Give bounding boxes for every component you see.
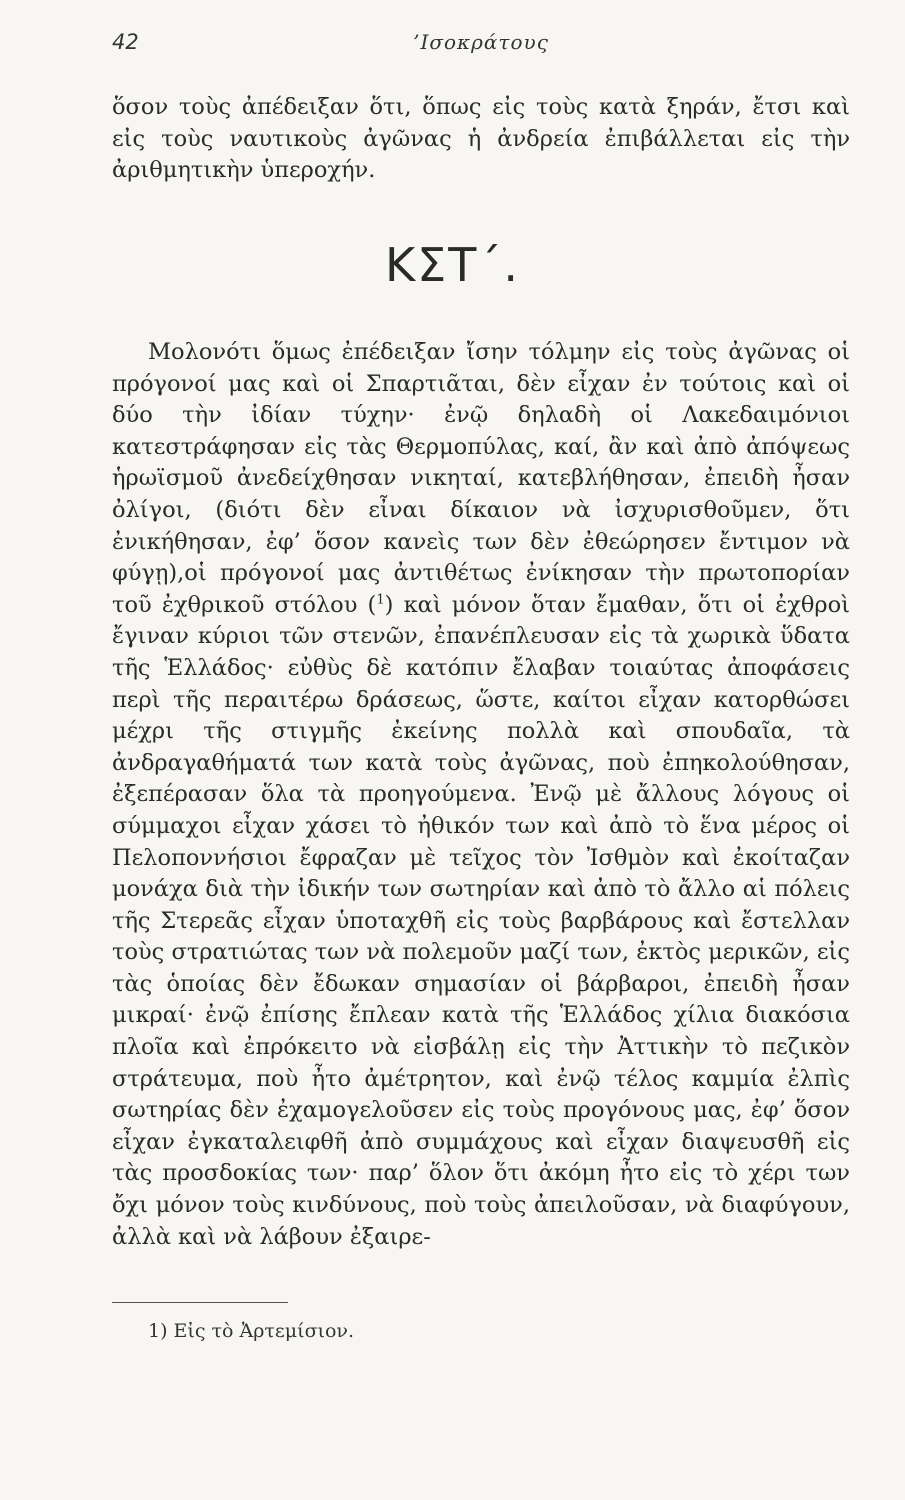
main-paragraph: Μολονότι ὅμως ἐπέδειξαν ἴσην τόλμην εἰς τοὺς ἀγῶνας οἱ πρόγονοί μας καὶ οἱ Σπαρτιᾶται, δὲν εἶχαν ἐν τούτοις καὶ οἱ δύο τὴν ἰδίαν τύχην· ἐνῷ δηλαδὴ οἱ Λακεδαιμόνιοι κατεστράφησαν εἰς τὰς Θερμοπύλας, καί, ἂν καὶ ἀπὸ ἀπόψεως ἡρωϊσμοῦ ἀνεδείχθησαν νικηταί, κατεβλήθησαν, ἐπειδὴ ἦσαν ὀλίγοι, (διότι δὲν εἶναι δίκαιον νὰ ἰσχυρισθοῦμεν, ὅτι ἐνικήθησαν, ἐφ’ ὅσον κανεὶς των δὲν ἐθεώρησεν ἔντιμον νὰ φύγῃ),οἱ πρόγονοί μας ἀντιθέτως ἐνίκησαν τὴν πρωτοπορίαν τοῦ ἐχθρικοῦ στόλου ($^1$) καὶ μόνον ὅταν ἔμαθαν, ὅτι οἱ ἐχθροὶ ἔγιναν κύριοι τῶν στενῶν, ἐπανέπλευσαν εἰς τὰ χωρικὰ ὕδατα τῆς Ἑλλάδος· εὐθὺς δὲ κατόπιν ἔλαβαν τοιαύτας ἀποφάσεις περὶ τῆς περαιτέρω δράσεως, ὥστε, καίτοι εἶχαν κατορθώσει μέχρι τῆς στιγμῆς ἐκείνης πολλὰ καὶ σπουδαῖα, τὰ ἀνδραγαθήματά των κατὰ τοὺς ἀγῶνας, ποὺ ἐπηκολούθησαν, ἐξεπέρασαν ὅλα τὰ προηγούμενα. Ἐνῷ μὲ ἄλλους λόγους οἱ σύμμαχοι εἶχαν χάσει τὸ ἠθικόν των καὶ ἀπὸ τὸ ἕνα μέρος οἱ Πελοποννήσιοι ἔφραζαν μὲ τεῖχος τὸν Ἰσθμὸν καὶ ἐκοίταζαν μονάχα διὰ τὴν ἰδικήν των σωτηρίαν καὶ ἀπὸ τὸ ἄλλο αἱ πόλεις τῆς Στερεᾶς εἶχαν ὑποταχθῆ εἰς τοὺς βαρβάρους καὶ ἔστελλαν τοὺς στρατιώτας των νὰ πολεμοῦν μαζί των, ἐκτὸς μερικῶν, εἰς τὰς ὁποίας δὲν ἔδωκαν σημασίαν οἱ βάρβαροι, ἐπειδὴ ἦσαν μικραί· ἐνῷ ἐπίσης ἔπλεαν κατὰ τῆς Ἑλλάδος χίλια διακόσια πλοῖα καὶ ἐπρόκειτο νὰ εἰσβάλῃ εἰς τὴν Ἀττικὴν τὸ πεζικὸν στράτευμα, ποὺ ἦτο ἀμέτρητον, καὶ ἐνῷ τέλος καμμία ἐλπὶς σωτηρίας δὲν ἐχαμογελοῦσεν εἰς τοὺς προγόνους μας, ἐφ’ ὅσον εἶχαν ἐγκαταλειφθῆ ἀπὸ συμμάχους καὶ εἶχαν διαψευσθῆ εἰς τὰς προσδοκίας των· παρ’ ὅλον ὅτι ἀκόμη ἦτο εἰς τὸ χέρι των ὄχι μόνον τοὺς κινδύνους, ποὺ τοὺς ἀπειλοῦσαν, νὰ διαφύγουν, ἀλλὰ καὶ νὰ λάβουν ἐξαιρε- [112, 339, 850, 1250]
main-paragraph-part2: καὶ μόνον ὅταν ἔμαθαν, ὅτι οἱ ἐχθροὶ ἔγιναν κύριοι τῶν στενῶν, ἐπανέπλευσαν εἰς τὰ χωρικὰ ὕδατα τῆς Ἑλλάδος· εὐθὺς δὲ κατόπιν ἔλαβαν τοιαύτας ἀποφάσεις περὶ τῆς περαιτέρω δράσεως, ὥστε, καίτοι εἶχαν κατορθώσει μέχρι τῆς στιγμῆς ἐκείνης πολλὰ καὶ σπουδαῖα, τὰ ἀνδραγαθήματά των κατὰ τοὺς ἀγῶνας, ποὺ ἐπηκολούθησαν, ἐξεπέρασαν ὅλα τὰ προηγούμενα. Ἐνῷ μὲ ἄλλους λόγους οἱ σύμμαχοι εἶχαν χάσει τὸ ἠθικόν των καὶ ἀπὸ τὸ ἕνα μέρος οἱ Πελοποννήσιοι ἔφραζαν μὲ τεῖχος τὸν Ἰσθμὸν καὶ ἐκοίταζαν μονάχα διὰ τὴν ἰδικήν των σωτηρίαν καὶ ἀπὸ τὸ ἄλλο αἱ πόλεις τῆς Στερεᾶς εἶχαν ὑποταχθῆ εἰς τοὺς βαρβάρους καὶ ἔστελλαν τοὺς στρατιώτας των νὰ πολεμοῦν μαζί των, ἐκτὸς μερικῶν, εἰς τὰς ὁποίας δὲν ἔδωκαν σημασίαν οἱ βάρβαροι, ἐπειδὴ ἦσαν μικραί· ἐνῷ ἐπίσης ἔπλεαν κατὰ τῆς Ἑλλάδος χίλια διακόσια πλοῖα καὶ ἐπρόκειτο νὰ εἰσβάλῃ εἰς τὴν Ἀττικὴν τὸ πεζικὸν στράτευμα, ποὺ ἦτο ἀμέτρητον, καὶ ἐνῷ τέλος καμμία ἐλπὶς σωτηρίας δὲν ἐχαμογελοῦσεν εἰς τοὺς προγόνους μας, ἐφ’ ὅσον εἶχαν ἐγκαταλειφθῆ ἀπὸ συμμάχους καὶ εἶχαν διαψευσθῆ εἰς τὰς προσδοκίας των· παρ’ ὅλον ὅτι ἀκόμη ἦτο εἰς τὸ χέρι των ὄχι μόνον τοὺς κινδύνους, ποὺ τοὺς ἀπειλοῦσαν, νὰ διαφύγουν, ἀλλὰ καὶ νὰ λάβουν ἐξαιρε- [112, 591, 850, 1250]
intro-paragraph: ὅσον τοὺς ἀπέδειξαν ὅτι, ὅπως εἰς τοὺς κατὰ ξηράν, ἔτσι καὶ εἰς τοὺς ναυτικοὺς ἀγῶνας ἡ ἀνδρεία ἐπιβάλλεται εἰς τὴν ἀριθμητικὴν ὑπεροχήν. [112, 94, 850, 184]
footnote-marker: 1 [376, 592, 385, 608]
section-heading: ΚΣΤ΄. [385, 238, 520, 292]
footnote: 1) Εἰς τὸ Ἀρτεμίσιον. [148, 1320, 355, 1342]
running-head: ’Ισοκράτους [413, 30, 549, 54]
main-paragraph-part1: Μολονότι ὅμως ἐπέδειξαν ἴσην τόλμην εἰς τοὺς ἀγῶνας οἱ πρόγονοί μας καὶ οἱ Σπαρτιᾶται, δὲν εἶχαν ἐν τούτοις καὶ οἱ δύο τὴν ἰδίαν τύχην· ἐνῷ δηλαδὴ οἱ Λακεδαιμόνιοι κατεστράφησαν εἰς τὰς Θερμοπύλας, καί, ἂν καὶ ἀπὸ ἀπόψεως ἡρωϊσμοῦ ἀνεδείχθησαν νικηταί, κατεβλήθησαν, ἐπειδὴ ἦσαν ὀλίγοι, (διότι δὲν εἶναι δίκαιον νὰ ἰσχυρισθοῦμεν, ὅτι ἐνικήθησαν, ἐφ’ ὅσον κανεὶς των δὲν ἐθεώρησεν ἔντιμον νὰ φύγῃ),οἱ πρόγονοί μας ἀντιθέτως ἐνίκησαν τὴν πρωτοπορίαν τοῦ ἐχθρικοῦ στόλου [112, 339, 850, 618]
page-number: 42 [112, 30, 139, 54]
page-header [112, 30, 850, 60]
footnote-divider [112, 1302, 288, 1303]
